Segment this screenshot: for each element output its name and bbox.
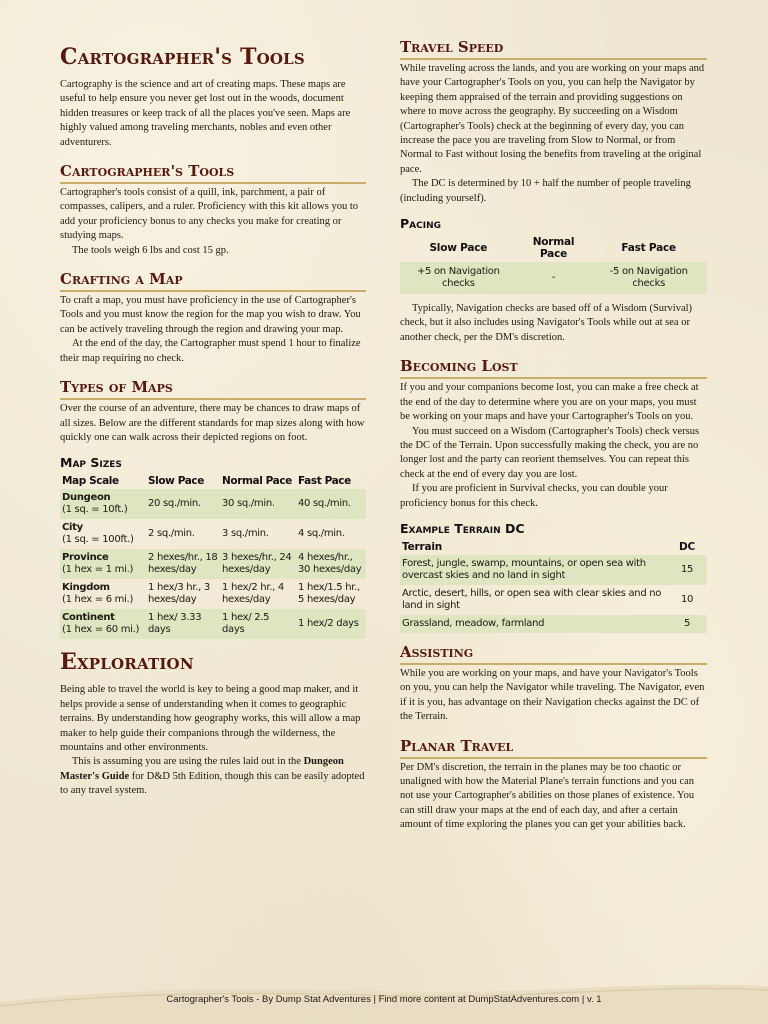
map-scale-sub: (1 hex = 6 mi.) — [62, 594, 134, 606]
col-header: Terrain — [402, 540, 443, 553]
map-scale-sub: (1 sq. = 100ft.) — [62, 534, 134, 546]
pacing-title: Pacing — [400, 216, 441, 232]
col-header: Normal Pace — [222, 475, 292, 488]
assisting-paragraph: While you are working on your maps, and have your Navigator's Tools on you, you can help the Navigator while traveling. The Navigator, even if it is you, has advantage on their Navigation checks against the DC of the Terrain. — [400, 667, 705, 723]
map-scale: Continent — [62, 612, 115, 624]
pacing-note: Typically, Navigation checks are based off of a Wisdom (Survival) check, but it also includes using Navigator's Tools while out at sea or another check, per the DM's discretion. — [400, 303, 693, 343]
text-run: for D&D 5th Edition, though this can be easily adopted to any travel system. — [60, 770, 365, 797]
col-header: Map Scale — [62, 475, 119, 488]
right-column — [400, 36, 707, 843]
section-heading-lost: Becoming Lost — [400, 355, 707, 379]
tools-paragraph: Cartographer's tools consist of a quill, ink, parchment, a pair of compasses, calipers, and a ruler. Proficiency with this kit allows you to add your proficiency bonus to any checks you make for creating or studying maps. — [60, 187, 359, 242]
normal-pace-cell: 1 hex/2 hr., 4 hexes/day — [222, 582, 284, 606]
table-row — [400, 555, 707, 585]
exploration-paragraph: Being able to travel the world is key to being a good map maker, and it helps provide a sense of understanding when it comes to geographic terrains. By understanding how geography works, this will allow a map maker to help guide their companions through the wilderness, the mountains and other environments. — [60, 684, 361, 753]
planar-paragraph: Per DM's discretion, the terrain in the planes may be too chaotic or unaligned with how the Material Plane's terrain functions and you can not use your Cartographer's abilities on those planes of existence. You can still draw your maps at the end of each day, and after a certain amount of time exploring the planes you can get your abilities back. — [400, 761, 695, 831]
section-heading-travel: Travel Speed — [400, 36, 707, 60]
fast-pace-cell: 4 sq./min. — [298, 528, 345, 540]
table-row — [400, 262, 707, 294]
map-scale: Province — [62, 552, 109, 564]
intro-paragraph: Cartography is the science and art of creating maps. These maps are useful to help ensure you never get lost out in the woods, document hidden treasures or keep track of all the places you've seen. Maps are highly valued among traveling merchants, nobles and even other adventurers. — [60, 79, 351, 148]
crafting-paragraph: To craft a map, you must have proficiency in the use of Cartographer's Tools and you must know the region for the map you wish to draw. You can be actively traveling through the region and drawing your map. — [60, 295, 361, 335]
col-header: DC — [678, 540, 696, 553]
terrain-table — [400, 539, 707, 633]
fast-pace-cell: 4 hexes/hr., 30 hexes/day — [296, 549, 366, 579]
fast-pace-cell: 40 sq./min. — [296, 489, 366, 519]
normal-pace-cell: 3 sq./min. — [222, 528, 269, 540]
table-row — [60, 609, 366, 639]
table-row — [400, 585, 707, 615]
terrain-title: Example Terrain DC — [400, 520, 525, 536]
section-heading-assisting: Assisting — [400, 641, 707, 665]
slow-pace-effect: +5 on Navigation checks — [400, 262, 517, 294]
map-sizes-table — [60, 473, 366, 639]
tools-cost-paragraph: The tools weigh 6 lbs and cost 15 gp. — [72, 244, 229, 256]
slow-pace-cell: 20 sq./min. — [146, 489, 220, 519]
dc-cell: 15 — [667, 555, 707, 585]
table-row — [60, 519, 366, 549]
section-heading-planar: Planar Travel — [400, 735, 707, 759]
col-header: Fast Pace — [621, 242, 676, 255]
table-row — [400, 615, 707, 633]
dmg-reference: Dungeon Master's Guide — [60, 756, 344, 782]
normal-pace-cell: 1 hex/ 2.5 days — [220, 609, 296, 639]
types-paragraph: Over the course of an adventure, there may be chances to draw maps of all sizes. Below are the different standards for map sizes along with how quickly one can walk across their depicted regions on foot. — [60, 403, 365, 443]
terrain-cell: Arctic, desert, hills, or open sea with clear skies and no land in sight — [402, 587, 662, 611]
left-column — [60, 36, 366, 799]
map-scale-sub: (1 hex = 60 mi.) — [62, 624, 140, 636]
lost-paragraph: If you and your companions become lost, you can make a free check at the end of the day to determine where you are on your maps, you must be working on your maps and have your Cartographer's Tools on you. — [400, 382, 699, 423]
travel-paragraph: While traveling across the lands, and you are working on your maps and have your Cartographer's Tools on you, you can help the Navigator by keeping them appraised of the terrain and providing suggestions on where to move across the geography. By succeeding on a Wisdom (Cartographer's Tools) check at the beginning of every day, you can increase the pace you are traveling from Slow to Normal, or from Normal to Fast without losing the benefits from traveling at the original pace. — [400, 63, 705, 175]
normal-pace-cell: 30 sq./min. — [220, 489, 296, 519]
fast-pace-effect: -5 on Navigation checks — [590, 262, 707, 294]
normal-pace-cell: 3 hexes/hr., 24 hexes/day — [220, 549, 296, 579]
normal-pace-effect: - — [517, 262, 591, 294]
map-scale: Dungeon — [62, 492, 111, 504]
map-sizes-title: Map Sizes — [60, 455, 122, 471]
map-scale: City — [62, 522, 83, 534]
slow-pace-cell: 1 hex/3 hr., 3 hexes/day — [148, 582, 210, 606]
exploration-paragraph-2 — [60, 755, 366, 798]
col-header: Fast Pace — [298, 475, 351, 488]
slow-pace-cell: 2 hexes/hr., 18 hexes/day — [146, 549, 220, 579]
col-header: Slow Pace — [429, 242, 488, 255]
exploration-title: Exploration — [60, 649, 194, 676]
slow-pace-cell: 2 sq./min. — [148, 528, 195, 540]
section-heading-crafting: Crafting a Map — [60, 268, 366, 292]
table-row — [60, 489, 366, 519]
terrain-cell: Grassland, meadow, farmland — [400, 615, 667, 633]
lost-paragraph-3: If you are proficient in Survival checks, you can double your proficiency bonus for this check. — [400, 483, 668, 509]
terrain-cell: Forest, jungle, swamp, mountains, or open sea with overcast skies and no land in sight — [400, 555, 667, 585]
text-run: This is assuming you are using the rules laid out in the — [72, 756, 304, 768]
lost-paragraph-2: You must succeed on a Wisdom (Cartographer's Tools) check versus the DC of the Terrain. Upon successfully making the check, you are no longer lost and the party can reorient themselves. You can repeat this check at the end of every day you are lost. — [400, 425, 700, 480]
fast-pace-cell: 1 hex/1.5 hr., 5 hexes/day — [298, 582, 360, 606]
fast-pace-cell: 1 hex/2 days — [296, 609, 366, 639]
travel-dc-paragraph: The DC is determined by 10 + half the number of people traveling (including yourself). — [400, 178, 691, 204]
map-scale: Kingdom — [62, 582, 110, 594]
dc-cell: 10 — [680, 593, 694, 605]
crafting-paragraph-2: At the end of the day, the Cartographer must spend 1 hour to finalize their map requiring no check. — [60, 338, 361, 364]
col-header: Slow Pace — [148, 475, 204, 488]
map-scale-sub: (1 hex = 1 mi.) — [62, 564, 134, 576]
table-row — [60, 579, 366, 609]
page-title: Cartographer's Tools — [60, 44, 305, 70]
section-heading-types: Types of Maps — [60, 376, 366, 400]
col-header: Normal Pace — [532, 236, 575, 261]
dc-cell: 5 — [667, 615, 707, 633]
table-row — [60, 549, 366, 579]
pacing-table — [400, 234, 707, 294]
page-footer: Cartographer's Tools - By Dump Stat Adventures | Find more content at DumpStatAdventures.com | v. 1 — [166, 994, 602, 1005]
section-heading-tools: Cartographer's Tools — [60, 160, 366, 184]
map-scale-sub: (1 sq. = 10ft.) — [62, 504, 128, 516]
slow-pace-cell: 1 hex/ 3.33 days — [146, 609, 220, 639]
